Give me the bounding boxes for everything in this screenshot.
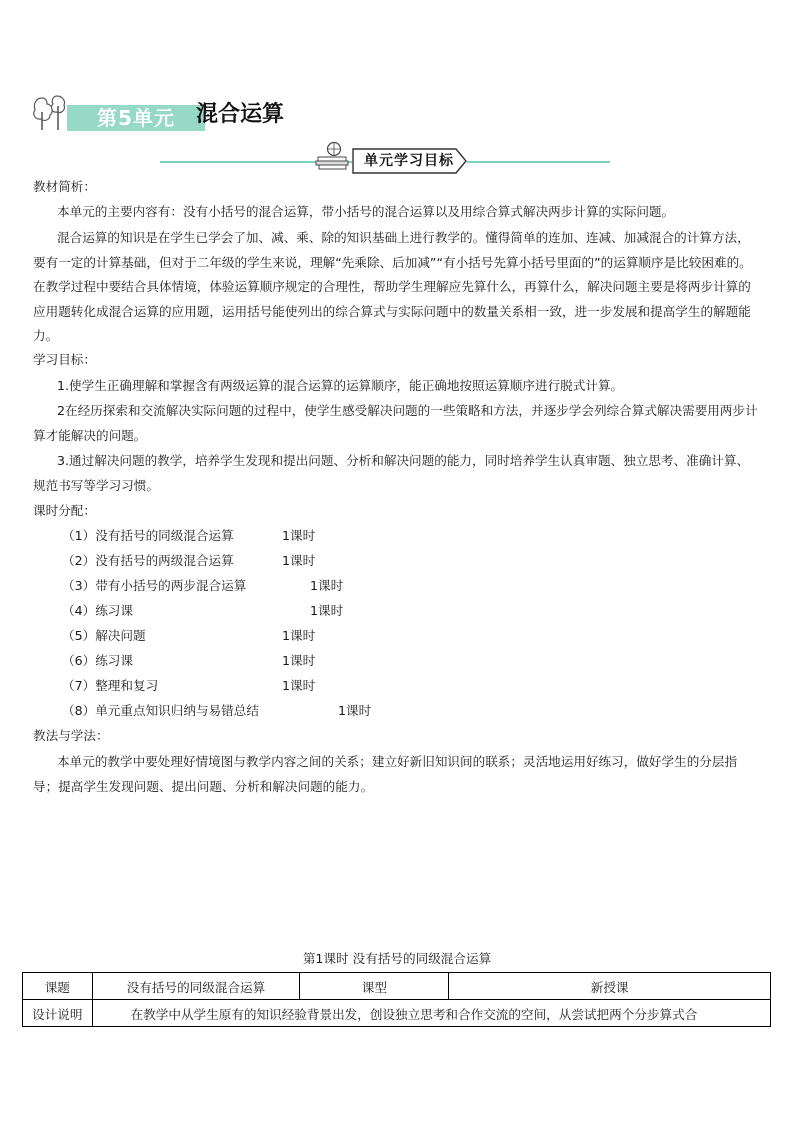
goals-heading: 学习目标： <box>33 352 96 367</box>
lesson-title: 第1课时 没有括号的同级混合运算 <box>302 951 492 966</box>
goal-2: 2在经历探索和交流解决实际问题的过程中，使学生感受解决问题的一些策略和方法，并逐步学会列综合算式解决需要用两步计算才能解决的问题。 <box>33 403 758 443</box>
design-label-cell: 设计说明 <box>23 1000 93 1027</box>
unit-badge <box>67 105 205 131</box>
method-paragraph: 本单元的教学中要处理好情境图与教学内容之间的关系；建立好新旧知识间的联系；灵活地运用好练习，做好学生的分层指导；提高学生发现问题、提出问题、分析和解决问题的能力。 <box>33 754 738 794</box>
schedule-hours-7: 1课时 <box>282 678 316 693</box>
topic-cell: 没有括号的同级混合运算 <box>92 973 300 1000</box>
tree-icon <box>30 92 70 136</box>
goal-1: 1.使学生正确理解和掌握含有两级运算的混合运算的运算顺序，能正确地按照运算顺序进行脱式计算。 <box>57 378 624 393</box>
schedule-item-3: （3）带有小括号的两步混合运算 <box>62 578 247 593</box>
design-cell: 在教学中从学生原有的知识经验背景出发，创设独立思考和合作交流的空间，从尝试把两个分步算式合 <box>92 1000 770 1027</box>
lesson-table <box>22 972 771 1027</box>
type-label-cell: 课型 <box>300 973 449 1000</box>
analysis-heading: 教材简析： <box>33 179 96 194</box>
table-row <box>23 973 771 1000</box>
schedule-hours-8: 1课时 <box>338 703 372 718</box>
unit-header <box>28 92 328 136</box>
schedule-item-7: （7）整理和复习 <box>62 678 159 693</box>
table-row <box>23 1000 771 1027</box>
schedule-hours-5: 1课时 <box>282 628 316 643</box>
schedule-hours-4: 1课时 <box>310 603 344 618</box>
unit-title: 混合运算 <box>196 102 285 127</box>
objectives-banner <box>160 140 610 172</box>
schedule-hours-2: 1课时 <box>282 553 316 568</box>
schedule-hours-6: 1课时 <box>282 653 316 668</box>
topic-label-cell: 课题 <box>23 973 93 1000</box>
type-cell: 新授课 <box>449 973 771 1000</box>
schedule-item-5: （5）解决问题 <box>62 628 146 643</box>
schedule-item-6: （6）练习课 <box>62 653 133 668</box>
books-globe-icon <box>312 140 352 176</box>
schedule-item-4: （4）练习课 <box>62 603 133 618</box>
schedule-hours-3: 1课时 <box>310 578 344 593</box>
schedule-item-8: （8）单元重点知识归纳与易错总结 <box>62 703 259 718</box>
objectives-label: 单元学习目标 <box>364 153 454 169</box>
objectives-tab <box>352 148 467 174</box>
method-heading: 教法与学法： <box>33 728 109 743</box>
analysis-paragraph-1: 本单元的主要内容有：没有小括号的混合运算，带小括号的混合运算以及用综合算式解决两步计算的实际问题。 <box>57 204 675 219</box>
schedule-hours-1: 1课时 <box>282 528 316 543</box>
analysis-paragraph-2: 混合运算的知识是在学生已学会了加、减、乘、除的知识基础上进行教学的。懂得简单的连加、连减、加减混合的计算方法，要有一定的计算基础，但对于二年级的学生来说，理解“先乘除、后加减”“有小括号先算小括号里面的”的运算顺序是比较困难的。在教学过程中要结合具体情境，体验运算顺序规定的合理性，帮助学生理解应先算什么，再算什么，解决问题主要是将两步计算的应用题转化成混合运算的应用题，运用括号能使列出的综合算式与实际问题中的数量关系相一致，进一步发展和提高学生的解题能力。 <box>33 230 752 343</box>
goal-3: 3.通过解决问题的教学，培养学生发现和提出问题、分析和解决问题的能力，同时培养学生认真审题、独立思考、准确计算、规范书写等学习习惯。 <box>33 453 750 493</box>
schedule-item-1: （1）没有括号的同级混合运算 <box>62 528 234 543</box>
schedule-heading: 课时分配： <box>33 503 96 518</box>
unit-label: 第5单元 <box>97 106 175 130</box>
schedule-item-2: （2）没有括号的两级混合运算 <box>62 553 234 568</box>
